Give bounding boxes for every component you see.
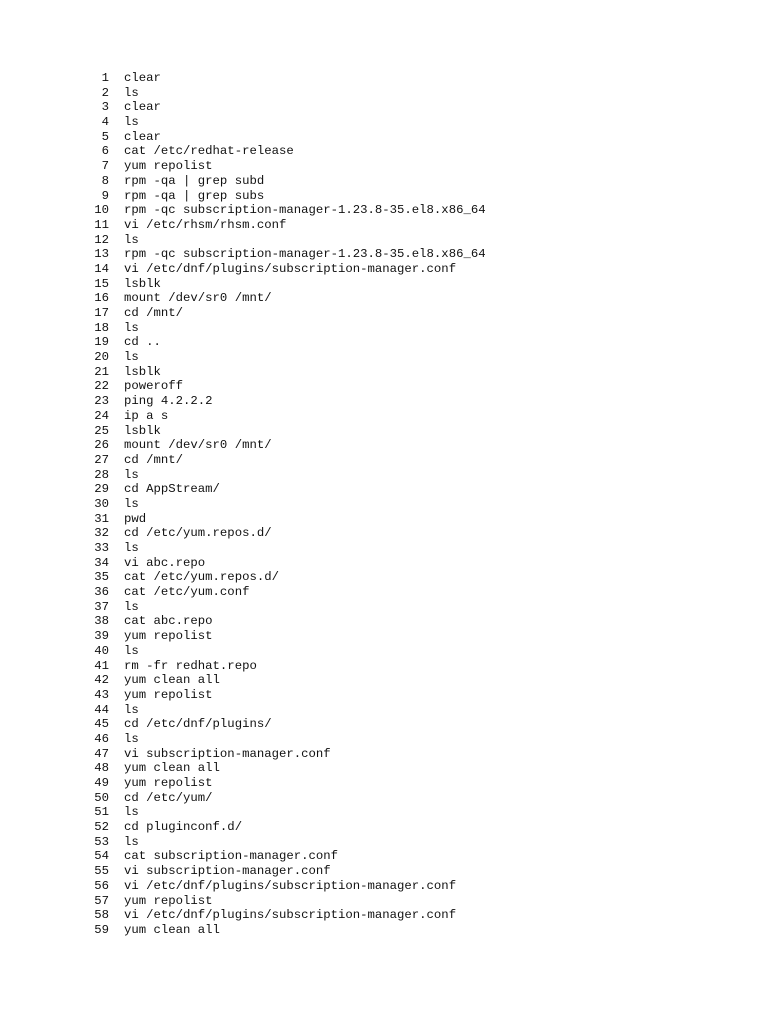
history-line — [89, 747, 486, 762]
history-line — [89, 512, 486, 527]
history-line — [89, 321, 486, 336]
command-text: yum clean all — [124, 922, 220, 937]
history-line — [89, 453, 486, 468]
line-number: 31 — [94, 511, 109, 526]
command-text: rpm -qa | grep subd — [124, 173, 265, 188]
line-number: 4 — [101, 115, 109, 130]
command-text: cd /etc/dnf/plugins/ — [124, 717, 272, 732]
command-text: ls — [124, 702, 139, 717]
line-number: 24 — [94, 408, 109, 423]
history-line — [89, 277, 486, 292]
command-text: yum repolist — [124, 687, 213, 702]
line-number: 44 — [94, 702, 109, 717]
line-number: 2 — [101, 85, 109, 100]
history-line — [89, 673, 486, 688]
history-line — [89, 894, 486, 909]
line-number: 59 — [94, 922, 109, 937]
line-number: 8 — [101, 173, 109, 188]
command-text: mount /dev/sr0 /mnt/ — [124, 291, 272, 306]
line-number: 22 — [94, 379, 109, 394]
history-line — [89, 835, 486, 850]
line-number: 11 — [94, 217, 109, 232]
command-text: vi /etc/dnf/plugins/subscription-manager.conf — [124, 878, 457, 893]
line-number: 1 — [101, 71, 109, 85]
history-line — [89, 776, 486, 791]
history-line — [89, 233, 486, 248]
line-number: 14 — [94, 261, 109, 276]
line-number: 32 — [94, 526, 109, 541]
history-line — [89, 379, 486, 394]
history-line — [89, 761, 486, 776]
command-text: lsblk — [124, 276, 161, 291]
line-number: 25 — [94, 423, 109, 438]
command-text: cat abc.repo — [124, 614, 213, 629]
command-text: lsblk — [124, 423, 161, 438]
line-number: 48 — [94, 761, 109, 776]
history-line — [89, 703, 486, 718]
history-line — [89, 629, 486, 644]
history-line — [89, 541, 486, 556]
line-number: 51 — [94, 805, 109, 820]
history-line — [89, 189, 486, 204]
history-line — [89, 262, 486, 277]
history-line — [89, 908, 486, 923]
command-text: ping 4.2.2.2 — [124, 394, 213, 409]
command-text: yum repolist — [124, 629, 213, 644]
command-text: cd AppStream/ — [124, 482, 220, 497]
command-text: vi /etc/rhsm/rhsm.conf — [124, 217, 287, 232]
line-number: 30 — [94, 496, 109, 511]
line-number: 47 — [94, 746, 109, 761]
line-number: 57 — [94, 893, 109, 908]
history-line — [89, 923, 486, 938]
line-number: 12 — [94, 232, 109, 247]
line-number: 5 — [101, 129, 109, 144]
command-text: rpm -qa | grep subs — [124, 188, 265, 203]
command-text: vi /etc/dnf/plugins/subscription-manager.conf — [124, 908, 457, 923]
history-line — [89, 805, 486, 820]
command-text: ls — [124, 496, 139, 511]
line-number: 17 — [94, 306, 109, 320]
command-text: yum repolist — [124, 159, 213, 174]
line-number: 37 — [94, 599, 109, 614]
command-text: rm -fr redhat.repo — [124, 658, 257, 673]
command-text: yum clean all — [124, 761, 220, 776]
history-line — [89, 644, 486, 659]
line-number: 41 — [94, 658, 109, 673]
command-text: yum repolist — [124, 776, 213, 790]
history-line — [89, 659, 486, 674]
command-text: cd /etc/yum/ — [124, 790, 213, 805]
command-history-list — [89, 71, 486, 938]
line-number: 19 — [94, 335, 109, 350]
history-line — [89, 585, 486, 600]
line-number: 7 — [101, 159, 109, 174]
line-number: 38 — [94, 614, 109, 629]
command-text: cd .. — [124, 335, 161, 350]
command-text: ls — [124, 834, 139, 849]
line-number: 35 — [94, 570, 109, 585]
history-line — [89, 820, 486, 835]
history-line — [89, 115, 486, 130]
command-text: yum repolist — [124, 893, 213, 908]
line-number: 6 — [101, 144, 109, 159]
command-text: ls — [124, 599, 139, 614]
history-line — [89, 732, 486, 747]
line-number: 21 — [94, 364, 109, 379]
history-line — [89, 86, 486, 101]
command-text: lsblk — [124, 364, 161, 379]
line-number: 49 — [94, 776, 109, 790]
history-line — [89, 497, 486, 512]
line-number: 34 — [94, 555, 109, 570]
history-line — [89, 600, 486, 615]
command-text: clear — [124, 129, 161, 144]
history-line — [89, 71, 486, 86]
command-text: cd /mnt/ — [124, 306, 184, 320]
line-number: 20 — [94, 350, 109, 365]
line-number: 18 — [94, 320, 109, 335]
line-number: 50 — [94, 790, 109, 805]
history-line — [89, 717, 486, 732]
command-text: cat subscription-manager.conf — [124, 849, 339, 864]
line-number: 9 — [101, 188, 109, 203]
command-text: cd /etc/yum.repos.d/ — [124, 526, 272, 541]
command-text: vi abc.repo — [124, 555, 206, 570]
history-line — [89, 100, 486, 115]
command-text: ls — [124, 805, 139, 820]
history-line — [89, 688, 486, 703]
line-number: 56 — [94, 878, 109, 893]
command-text: clear — [124, 100, 161, 115]
line-number: 15 — [94, 276, 109, 291]
command-text: ip a s — [124, 408, 169, 423]
line-number: 54 — [94, 849, 109, 864]
history-line — [89, 614, 486, 629]
command-text: poweroff — [124, 379, 184, 394]
command-text: ls — [124, 643, 139, 658]
command-text: cat /etc/redhat-release — [124, 144, 294, 159]
history-line — [89, 306, 486, 321]
line-number: 39 — [94, 629, 109, 644]
history-line — [89, 130, 486, 145]
history-line — [89, 570, 486, 585]
history-line — [89, 556, 486, 571]
line-number: 33 — [94, 541, 109, 555]
line-number: 53 — [94, 834, 109, 849]
command-text: cat /etc/yum.conf — [124, 585, 250, 600]
history-line — [89, 174, 486, 189]
command-text: pwd — [124, 511, 147, 526]
history-line — [89, 335, 486, 350]
line-number: 27 — [94, 452, 109, 467]
history-line — [89, 791, 486, 806]
history-line — [89, 424, 486, 439]
line-number: 23 — [94, 394, 109, 409]
line-number: 43 — [94, 687, 109, 702]
command-text: ls — [124, 232, 139, 247]
history-line — [89, 468, 486, 483]
command-text: ls — [124, 115, 139, 130]
command-text: cd /mnt/ — [124, 452, 184, 467]
command-text: vi subscription-manager.conf — [124, 746, 331, 761]
line-number: 3 — [101, 100, 109, 115]
command-text: mount /dev/sr0 /mnt/ — [124, 438, 272, 453]
history-line — [89, 849, 486, 864]
command-text: ls — [124, 731, 139, 746]
command-text: clear — [124, 71, 161, 85]
command-text: ls — [124, 467, 139, 482]
command-text: rpm -qc subscription-manager-1.23.8-35.el8.x86_64 — [124, 203, 486, 218]
line-number: 45 — [94, 717, 109, 732]
history-line — [89, 159, 486, 174]
history-line — [89, 218, 486, 233]
line-number: 40 — [94, 643, 109, 658]
line-number: 42 — [94, 673, 109, 688]
line-number: 16 — [94, 291, 109, 306]
command-text: vi /etc/dnf/plugins/subscription-manager.conf — [124, 261, 457, 276]
history-line — [89, 247, 486, 262]
line-number: 29 — [94, 482, 109, 497]
line-number: 55 — [94, 864, 109, 879]
command-text: ls — [124, 320, 139, 335]
history-line — [89, 482, 486, 497]
history-line — [89, 291, 486, 306]
command-text: vi subscription-manager.conf — [124, 864, 331, 879]
command-text: ls — [124, 350, 139, 365]
command-text: rpm -qc subscription-manager-1.23.8-35.el8.x86_64 — [124, 247, 486, 262]
line-number: 52 — [94, 820, 109, 835]
history-line — [89, 365, 486, 380]
command-text: ls — [124, 541, 139, 555]
command-text: ls — [124, 85, 139, 100]
history-line — [89, 438, 486, 453]
line-number: 10 — [94, 203, 109, 218]
line-number: 46 — [94, 731, 109, 746]
line-number: 58 — [94, 908, 109, 923]
command-text: cd pluginconf.d/ — [124, 820, 243, 835]
history-line — [89, 409, 486, 424]
line-number: 13 — [94, 247, 109, 262]
history-line — [89, 864, 486, 879]
command-text: cat /etc/yum.repos.d/ — [124, 570, 279, 585]
line-number: 26 — [94, 438, 109, 453]
history-line — [89, 526, 486, 541]
command-text: yum clean all — [124, 673, 220, 688]
line-number: 36 — [94, 585, 109, 600]
history-line — [89, 203, 486, 218]
history-line — [89, 879, 486, 894]
history-line — [89, 144, 486, 159]
history-line — [89, 394, 486, 409]
history-line — [89, 350, 486, 365]
line-number: 28 — [94, 467, 109, 482]
